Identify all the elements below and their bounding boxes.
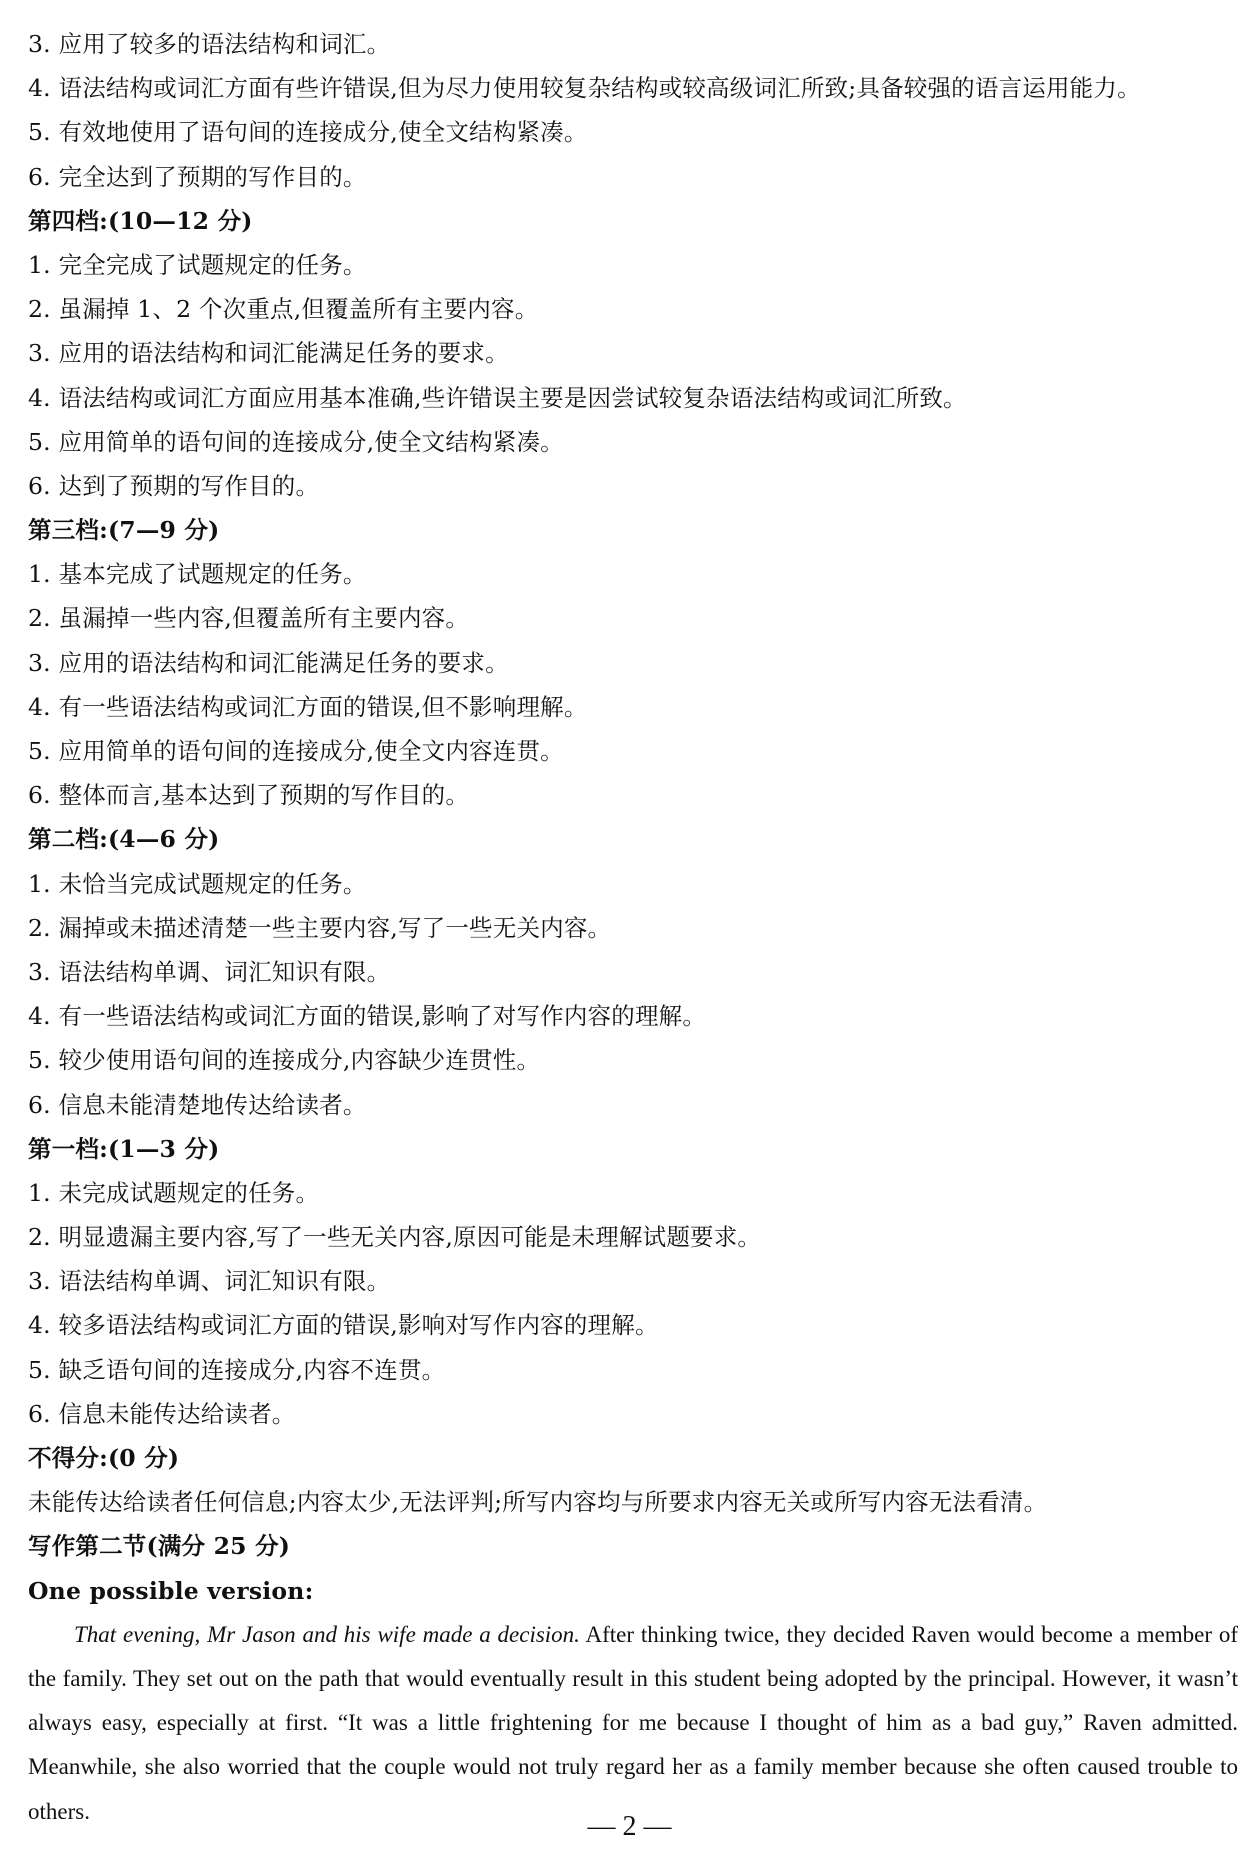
- scoring-criteria-list: [28, 22, 1238, 1613]
- criteria-item: 4. 有一些语法结构或词汇方面的错误,影响了对写作内容的理解。: [28, 1002, 707, 1031]
- criteria-item: 未能传达给读者任何信息;内容太少,无法评判;所写内容均与所要求内容无关或所写内容无法看清。: [28, 1488, 1048, 1517]
- criteria-item: 3. 应用的语法结构和词汇能满足任务的要求。: [28, 339, 509, 368]
- section-heading: 第二档:(4—6 分): [28, 825, 220, 854]
- criteria-item: 1. 未完成试题规定的任务。: [28, 1178, 320, 1207]
- criteria-item: 4. 较多语法结构或词汇方面的错误,影响对写作内容的理解。: [28, 1311, 659, 1340]
- criteria-item: 5. 缺乏语句间的连接成分,内容不连贯。: [28, 1355, 446, 1384]
- criteria-item: 2. 虽漏掉一些内容,但覆盖所有主要内容。: [28, 604, 470, 633]
- sample-essay-lead: That evening, Mr Jason and his wife made a decision.: [74, 1621, 580, 1647]
- section-heading: 第一档:(1—3 分): [28, 1134, 220, 1163]
- criteria-item: 3. 应用了较多的语法结构和词汇。: [28, 30, 391, 58]
- page-number: — 2 —: [587, 1811, 672, 1842]
- criteria-item: 5. 有效地使用了语句间的连接成分,使全文结构紧凑。: [28, 118, 588, 147]
- criteria-item: 2. 明显遗漏主要内容,写了一些无关内容,原因可能是未理解试题要求。: [28, 1223, 762, 1252]
- criteria-item: 6. 整体而言,基本达到了预期的写作目的。: [28, 781, 470, 810]
- criteria-item: 6. 达到了预期的写作目的。: [28, 471, 320, 500]
- section-heading: One possible version:: [28, 1576, 314, 1605]
- criteria-item: 5. 应用简单的语句间的连接成分,使全文结构紧凑。: [28, 427, 564, 456]
- criteria-item: 3. 语法结构单调、词汇知识有限。: [28, 1267, 391, 1296]
- criteria-item: 6. 信息未能传达给读者。: [28, 1399, 296, 1428]
- criteria-item: 6. 完全达到了预期的写作目的。: [28, 162, 367, 191]
- criteria-item: 1. 基本完成了试题规定的任务。: [28, 560, 367, 589]
- criteria-item: 4. 语法结构或词汇方面有些许错误,但为尽力使用较复杂结构或较高级词汇所致;具备较强的语言运用能力。: [28, 74, 1141, 103]
- sample-essay-body: After thinking twice, they decided Raven would become a member of the family. They set out on the path that would eventually result in this student being adopted by the principal. However, it wasn’t always easy, especially at first. “It was a little frightening for me because I thought of him as a bad guy,” Raven admitted. Meanwhile, she also worried that the couple would not truly regard her as a family member because she often caused trouble to others.: [28, 1621, 1238, 1824]
- criteria-item: 1. 未恰当完成试题规定的任务。: [28, 869, 367, 898]
- section-heading: 第三档:(7—9 分): [28, 516, 220, 545]
- criteria-item: 4. 有一些语法结构或词汇方面的错误,但不影响理解。: [28, 692, 588, 721]
- criteria-item: 2. 虽漏掉 1、2 个次重点,但覆盖所有主要内容。: [28, 295, 539, 324]
- criteria-item: 3. 应用的语法结构和词汇能满足任务的要求。: [28, 648, 509, 677]
- criteria-item: 2. 漏掉或未描述清楚一些主要内容,写了一些无关内容。: [28, 913, 612, 942]
- criteria-item: 5. 应用简单的语句间的连接成分,使全文内容连贯。: [28, 737, 564, 765]
- criteria-item: 3. 语法结构单调、词汇知识有限。: [28, 957, 391, 986]
- criteria-item: 6. 信息未能清楚地传达给读者。: [28, 1090, 367, 1119]
- section-heading: 不得分:(0 分): [28, 1444, 180, 1472]
- criteria-item: 4. 语法结构或词汇方面应用基本准确,些许错误主要是因尝试较复杂语法结构或词汇所致。: [28, 383, 967, 412]
- sample-essay-paragraph: [28, 1613, 1238, 1834]
- criteria-item: 5. 较少使用语句间的连接成分,内容缺少连贯性。: [28, 1046, 541, 1075]
- page-content: [28, 22, 1238, 1834]
- section-heading: 写作第二节(满分 25 分): [28, 1532, 291, 1561]
- criteria-item: 1. 完全完成了试题规定的任务。: [28, 250, 367, 279]
- section-heading: 第四档:(10—12 分): [28, 206, 253, 235]
